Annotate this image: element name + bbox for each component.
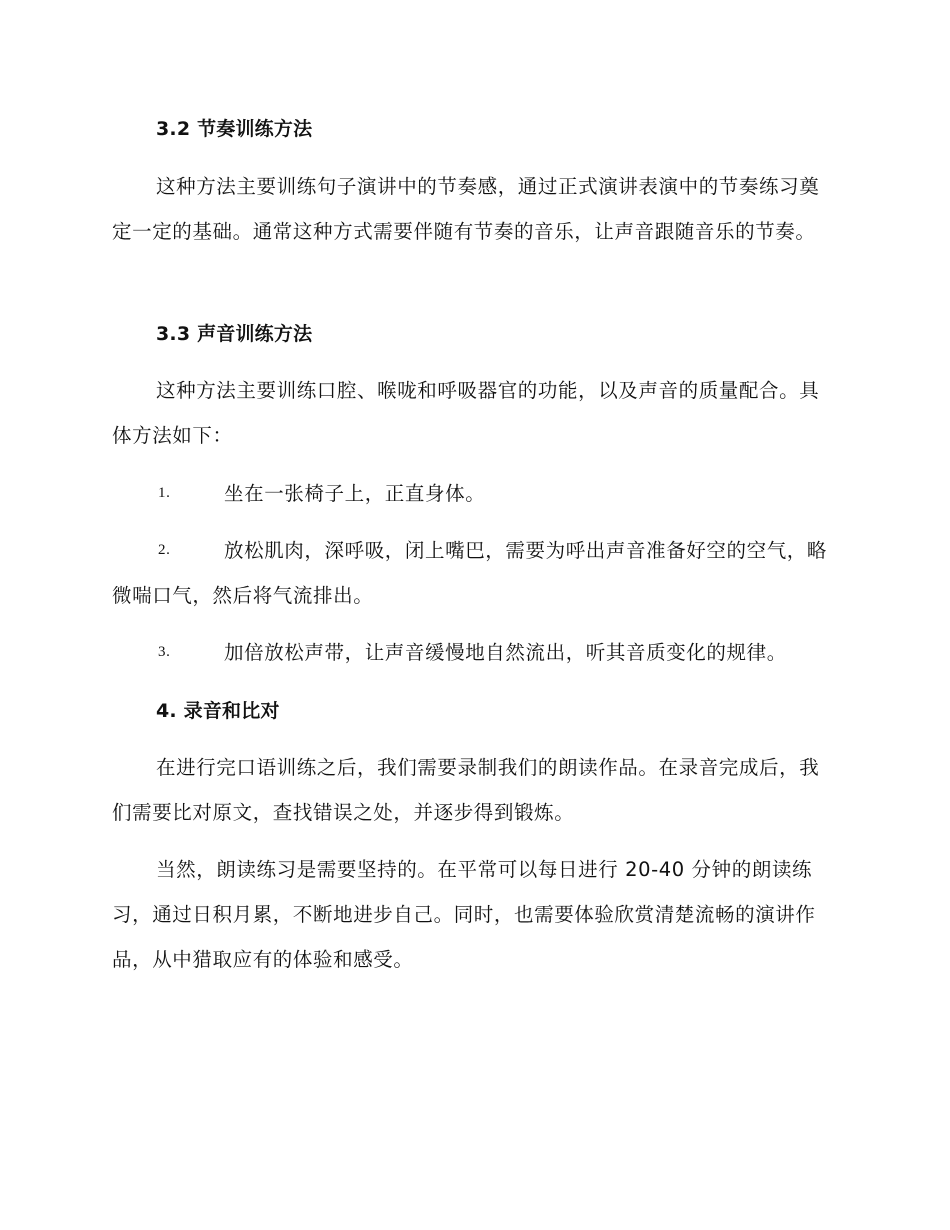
- list-item-text: 放松肌肉，深呼吸，闭上嘴巴，需要为呼出声音准备好空的空气，略微喘口气，然后将气流排出。: [112, 539, 828, 607]
- list-item-text: 加倍放松声带，让声音缓慢地自然流出，听其音质变化的规律。: [224, 641, 787, 664]
- section-4-paragraph-2: 当然，朗读练习是需要坚持的。在平常可以每日进行 20-40 分钟的朗读练习，通过日积月累，不断地进步自己。同时，也需要体验欣赏清楚流畅的演讲作品，从中猎取应有的体验和感受。: [112, 858, 816, 971]
- list-item-text: 坐在一张椅子上，正直身体。: [224, 482, 486, 505]
- list-number: 3.: [158, 644, 171, 660]
- list-number: 2.: [158, 542, 171, 558]
- section-3-3-paragraph: 这种方法主要训练口腔、喉咙和呼吸器官的功能，以及声音的质量配合。具体方法如下：: [112, 379, 820, 447]
- list-item-3: [112, 630, 834, 675]
- list-item-1: [112, 471, 834, 516]
- section-heading-3-3: 3.3 声音训练方法: [156, 323, 313, 345]
- section-3-2-paragraph: 这种方法主要训练句子演讲中的节奏感，通过正式演讲表演中的节奏练习奠定一定的基础。通常这种方式需要伴随有节奏的音乐，让声音跟随音乐的节奏。: [112, 175, 820, 243]
- section-heading-3-2: 3.2 节奏训练方法: [156, 118, 313, 140]
- list-number: 1.: [158, 485, 171, 501]
- section-4-paragraph-1: 在进行完口语训练之后，我们需要录制我们的朗读作品。在录音完成后，我们需要比对原文，查找错误之处，并逐步得到锻炼。: [112, 756, 820, 824]
- section-heading-4: 4. 录音和比对: [156, 700, 280, 722]
- list-item-2: [112, 528, 834, 618]
